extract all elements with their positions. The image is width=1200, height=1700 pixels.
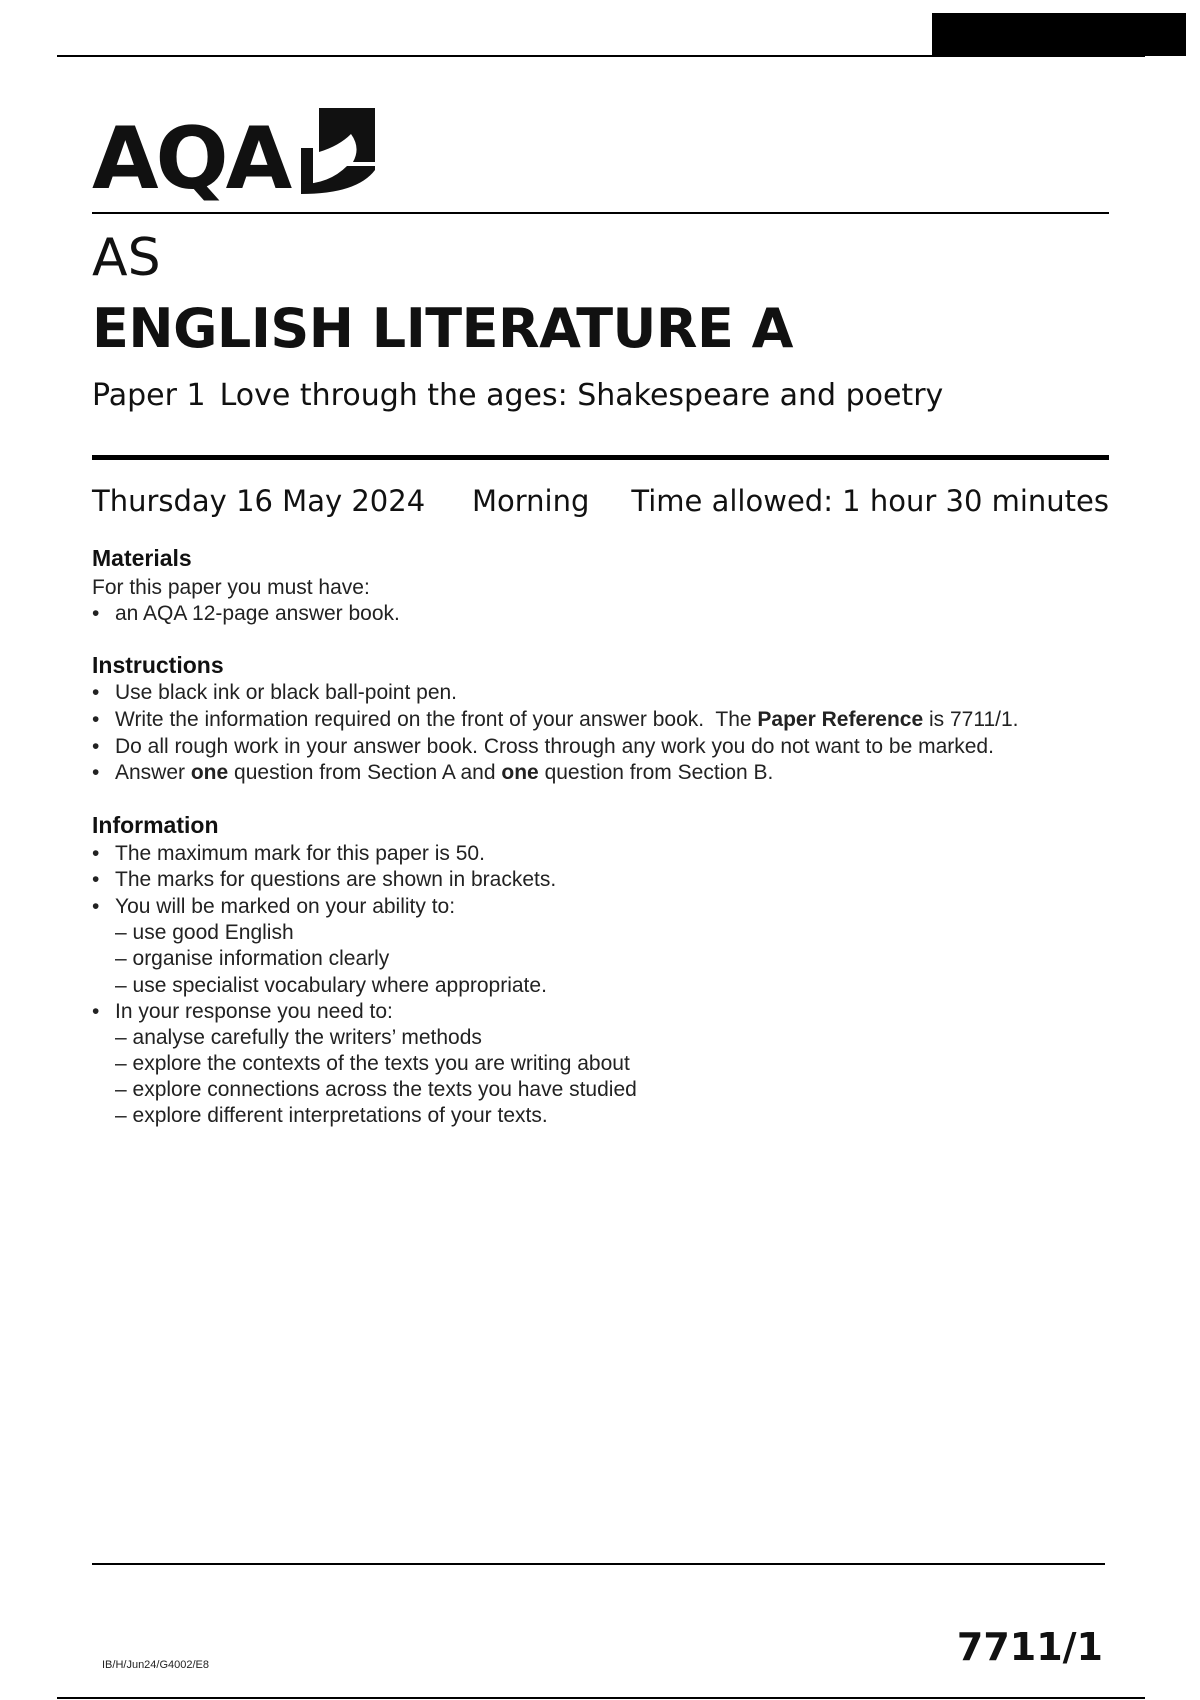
- qualification-level: AS: [92, 228, 161, 288]
- aqa-leaf-icon: [295, 104, 377, 202]
- information-subitem: – explore the contexts of the texts you are writing about: [115, 1052, 630, 1075]
- information-item: • In your response you need to:: [92, 1000, 393, 1023]
- bullet-icon: •: [92, 1000, 100, 1023]
- footer-divider: [92, 1563, 1105, 1565]
- instruction-item: • Use black ink or black ball-point pen.: [92, 681, 458, 704]
- information-item: • The marks for questions are shown in brackets.: [92, 868, 557, 891]
- information-subitem: – explore different interpretations of your texts.: [115, 1104, 548, 1127]
- materials-item: • an AQA 12-page answer book.: [92, 602, 400, 625]
- exam-session: Morning: [472, 484, 590, 518]
- instruction-item: • Do all rough work in your answer book. Cross through any work you do not want to be marked.: [92, 735, 994, 758]
- top-rule: [57, 55, 1145, 57]
- paper-name: Love through the ages: Shakespeare and poetry: [219, 378, 944, 413]
- instructions-heading: Instructions: [92, 652, 224, 678]
- redaction-box: [932, 13, 1186, 56]
- subject-title: ENGLISH LITERATURE A: [92, 297, 793, 360]
- paper-reference-label: Paper Reference: [757, 708, 924, 731]
- bullet-icon: •: [92, 842, 100, 865]
- materials-intro: For this paper you must have:: [92, 576, 370, 599]
- information-item: • The maximum mark for this paper is 50.: [92, 842, 485, 865]
- materials-heading: Materials: [92, 545, 192, 571]
- bullet-icon: •: [92, 708, 100, 731]
- information-subitem: – use specialist vocabulary where appropriate.: [115, 974, 547, 997]
- logo-divider: [92, 212, 1109, 214]
- paper-title: [92, 378, 944, 413]
- bullet-icon: •: [92, 681, 100, 704]
- instruction-item: • Answer one question from Section A and one question from Section B.: [92, 761, 774, 784]
- logo-text: AQA: [92, 109, 290, 209]
- bullet-icon: •: [92, 868, 100, 891]
- information-subitem: – analyse carefully the writers’ methods: [115, 1026, 482, 1049]
- information-heading: Information: [92, 812, 219, 838]
- information-subitem: – use good English: [115, 921, 294, 944]
- print-reference: IB/H/Jun24/G4002/E8: [102, 1659, 210, 1671]
- time-allowed: Time allowed: 1 hour 30 minutes: [631, 484, 1109, 518]
- information-subitem: – explore connections across the texts you have studied: [115, 1078, 637, 1101]
- bottom-edge: [57, 1697, 1145, 1699]
- instruction-item: • Write the information required on the front of your answer book. The Paper Reference is 7711/1.: [92, 708, 1019, 731]
- information-item: • You will be marked on your ability to:: [92, 895, 456, 918]
- information-subitem: – organise information clearly: [115, 947, 390, 970]
- paper-code: 7711/1: [956, 1625, 1103, 1669]
- aqa-logo: [92, 102, 377, 209]
- exam-date: Thursday 16 May 2024: [92, 484, 426, 518]
- paper-number: Paper 1: [92, 378, 206, 413]
- bullet-icon: •: [92, 735, 100, 758]
- bullet-icon: •: [92, 761, 100, 784]
- bullet-icon: •: [92, 602, 100, 625]
- thick-divider: [92, 455, 1109, 460]
- bullet-icon: •: [92, 895, 100, 918]
